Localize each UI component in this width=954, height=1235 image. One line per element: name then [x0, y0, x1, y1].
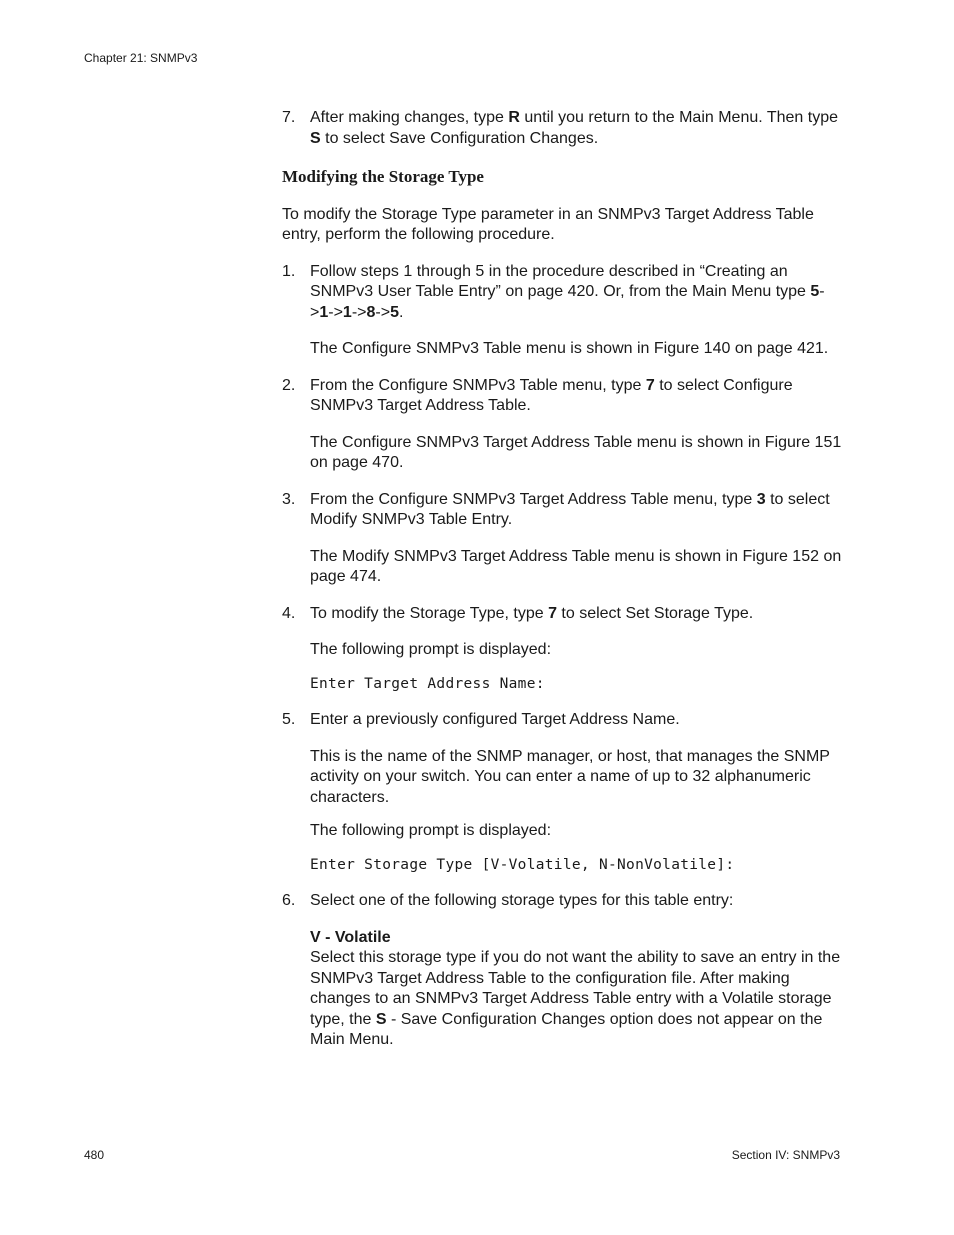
arrow: -> — [375, 303, 391, 321]
step-3 — [282, 490, 842, 531]
step-1 — [282, 262, 842, 324]
step-text: to select Set Storage Type. — [556, 604, 754, 622]
console-prompt: Enter Target Address Name: — [310, 675, 545, 692]
step-number: 4. — [282, 604, 296, 622]
running-header: Chapter 21: SNMPv3 — [84, 51, 198, 65]
menu-key: 7 — [645, 376, 655, 394]
step-text: until you return to the Main Menu. Then type — [519, 109, 838, 126]
arrow: -> — [351, 303, 367, 321]
step-5-note: This is the name of the SNMP manager, or host, that manages the SNMP activity on your switch. You can enter a name of up to 32 alphanumeric characters. — [310, 747, 830, 806]
running-footer: Section IV: SNMPv3 — [731, 1148, 840, 1162]
section-heading: Modifying the Storage Type — [282, 167, 484, 186]
console-prompt: Enter Storage Type [V-Volatile, N-NonVolatile]: — [310, 856, 735, 873]
step-3-note: The Modify SNMPv3 Target Address Table menu is shown in Figure 152 on page 474. — [310, 547, 842, 585]
menu-key: 1 — [342, 303, 352, 321]
step-text: Follow steps 1 through 5 in the procedure described in “Creating an SNMPv3 User Table Entry” on page 420. Or, from the Main Menu type — [310, 262, 811, 300]
menu-key: 3 — [756, 490, 766, 508]
prompt-label: The following prompt is displayed: — [310, 641, 552, 658]
menu-key: 5 — [390, 303, 399, 321]
page-body — [282, 108, 842, 1067]
step-number: 3. — [282, 490, 296, 508]
key-r: R — [508, 109, 520, 126]
step-4 — [282, 604, 842, 625]
definition-title: V - Volatile — [310, 928, 391, 946]
step-text: . — [398, 303, 404, 321]
step-text: Select one of the following storage types for this table entry: — [310, 892, 734, 909]
step-text: From the Configure SNMPv3 Target Address Table menu, type — [310, 490, 757, 508]
definition-text: Select this storage type if you do not want the ability to save an entry in the SNMPv3 Target Address Table to the configuration file. After making changes to an SNMPv3 Target Address Table entry with a Volatile storage type, the — [310, 949, 841, 1028]
step-5 — [282, 710, 842, 731]
step-7 — [282, 108, 842, 149]
definition-text: - Save Configuration Changes option does not appear on the Main Menu. — [310, 1010, 823, 1048]
key-s: S — [310, 129, 321, 147]
step-text: to select Save Configuration Changes. — [320, 129, 599, 147]
step-text: From the Configure SNMPv3 Table menu, type — [310, 376, 646, 394]
step-number: 7. — [282, 109, 296, 126]
step-number: 6. — [282, 892, 296, 909]
prompt-label: The following prompt is displayed: — [310, 822, 552, 839]
menu-key: 8 — [366, 303, 376, 321]
step-text: to select Configure SNMPv3 Target Address Table. — [310, 376, 793, 414]
step-2 — [282, 376, 842, 417]
step-1-note: The Configure SNMPv3 Table menu is shown in Figure 140 on page 421. — [310, 340, 829, 357]
intro-paragraph: To modify the Storage Type parameter in an SNMPv3 Target Address Table entry, perform the following procedure. — [282, 205, 814, 243]
step-text: to select Modify SNMPv3 Table Entry. — [310, 490, 830, 528]
step-text: To modify the Storage Type, type — [310, 604, 549, 622]
step-number: 2. — [282, 376, 296, 394]
menu-key: 1 — [319, 303, 329, 321]
arrow: -> — [310, 283, 825, 321]
arrow: -> — [328, 303, 343, 321]
step-text: After making changes, type — [310, 109, 509, 126]
step-6 — [282, 891, 842, 912]
menu-key: 5 — [810, 283, 820, 300]
menu-key: 7 — [548, 604, 557, 622]
step-number: 5. — [282, 711, 296, 728]
step-text: Enter a previously configured Target Address Name. — [310, 711, 680, 728]
key-s: S — [375, 1010, 387, 1028]
definition-volatile — [282, 928, 842, 1051]
page-number: 480 — [84, 1148, 105, 1162]
step-2-note: The Configure SNMPv3 Target Address Table menu is shown in Figure 151 on page 470. — [310, 433, 842, 471]
step-number: 1. — [282, 262, 296, 280]
